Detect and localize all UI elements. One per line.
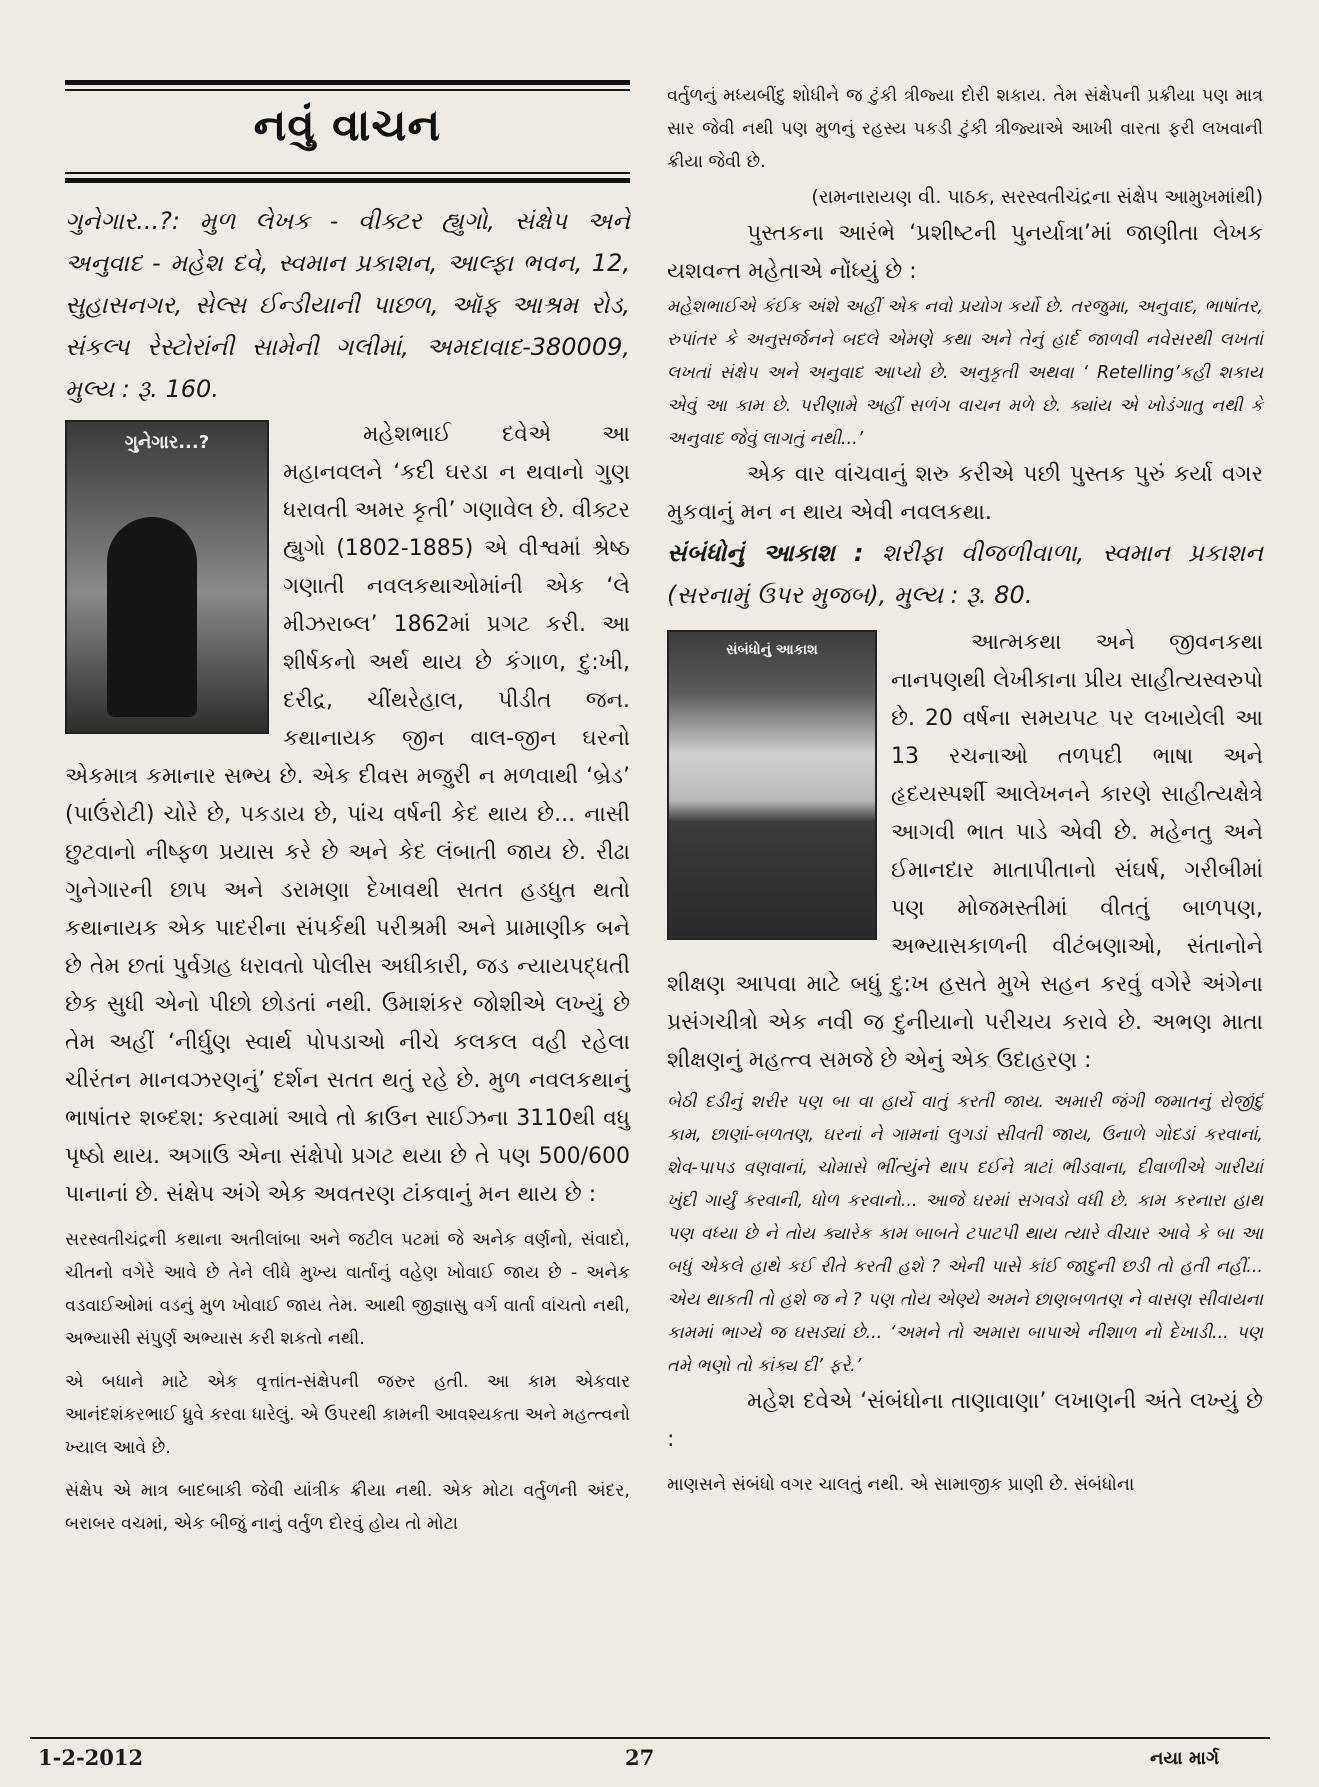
book-cover-title: ગુનેગાર...? [124, 432, 210, 453]
quote-paragraph: મહેશભાઈએ કંઈક અંશે અહીં એક નવો પ્રયોગ કર્યો છે. તરજુમા, અનુવાદ, ભાષાંતર, રુપાંતર કે અનુસર્જનને બદલે એમણે કથા અને તેનું હાર્દ જાળવી નવેસરથી લખતાં લખતાં સંક્ષેપ અને અનુવાદ આપ્યો છે. અનુકૃતી અથવા ‘ Retelling’કહી શકાય એવું આ કામ છે. પરીણામે અહીં સળંગ વાચન મળે છે. ક્યાંય એ ખોડંગાતુ નથી કે અનુવાદ જેવું લાગતું નથી...’ [667, 297, 1263, 449]
review-paragraph: એક વાર વાંચવાનું શરુ કરીએ પછી પુસ્તક પુરું કર્યા વગર મુકવાનું મન ન થાય એવી નવલકથા. [667, 462, 1263, 525]
magazine-name: નયા માર્ગ [1150, 1748, 1220, 1769]
left-column [65, 200, 630, 1541]
figure-silhouette [107, 517, 197, 717]
book-details: શરીફા વીજળીવાળા, સ્વમાન પ્રકાશન (સરનામું ઉપર મુજબ), મુલ્ય : રૂ. 80. [667, 539, 1264, 609]
review-paragraph: પુસ્તકના આરંભે ‘પ્રશીષ્ટની પુનર્યાત્રા’માં જાણીતા લેખક યશવન્ત મહેતાએ નોંધ્યું છે : [667, 221, 1263, 284]
header-rule [65, 80, 630, 85]
review-paragraph: મહેશ દવેએ ‘સંબંધોના તાણાવાણા’ લખાણની અંતે લખ્યું છે : [667, 1389, 1263, 1452]
quote-paragraph: સંક્ષેપ એ માત્ર બાદબાકી જેવી યાંત્રીક ક્રીયા નથી. એક મોટા વર્તુળની અંદર, બરાબર વચમાં, એક બીજું નાનું વર્તુળ દોરવું હોય તો મોટા [65, 1481, 630, 1534]
review-paragraph: આત્મકથા અને જીવનકથા નાનપણથી લેખીકાના પ્રીય સાહીત્યસ્વરુપો છે. 20 વર્ષના સમયપટ પર લખાયેલી આ 13 રચનાઓ તળપદી ભાષા અને હૃદયસ્પર્શી આલેખનને કારણે સાહીત્યક્ષેત્રે આગવી ભાત પાડે એવી છે. મહેનતુ અને ઈમાનદાર માતાપીતાનો સંઘર્ષ, ગરીબીમાં પણ મોજમસ્તીમાં વીતતું બાળપણ, અભ્યાસકાળની વીટંબણાઓ, સંતાનોને શીક્ષણ આપવા માટે બધું દુ:ખ હસતે મુખે સહન કરવું વગેરે અંગેના પ્રસંગચીત્રો એક નવી જ દુનીયાનો પરીચય કરાવે છે. અભણ માતા શીક્ષણનું મહત્ત્વ સમજે છે એનું એક ઉદાહરણ : [667, 630, 1263, 1073]
quote-paragraph: સરસ્વતીચંદ્રની કથાના અતીલાંબા અને જટીલ પટમાં જે અનેક વર્ણનો, સંવાદો, ચીતનો વગેરે આવે છે તેને લીધે મુખ્ય વાર્તાનું વહેણ ખોવાઈ જાય છે - અનેક વડવાઈઓમાં વડનું મુળ ખોવાઈ જાય તેમ. આથી જીજ્ઞાસુ વર્ગ વાર્તા વાંચતો નથી, અભ્યાસી સંપુર્ણ અભ્યાસ કરી શકતો નથી. [65, 1230, 630, 1349]
quote-citation: (રામનારાયણ વી. પાઠક, સરસ્વતીચંદ્રના સંક્ષેપ આમુખમાંથી) [811, 186, 1263, 208]
issue-date: 1-2-2012 [38, 1745, 144, 1770]
book-entry-heading: ગુનેગાર...?: મુળ લેખક - વીક્ટર હ્યુગો, સંક્ષેપ અને અનુવાદ - મહેશ દવે, સ્વમાન પ્રકાશન, આલ્ફા ભવન, 12, સુહાસનગર, સેલ્સ ઈન્ડીયાની પાછળ, ઑફ આશ્રમ રોડ, સંકલ્પ રેસ્ટોરાંની સામેની ગલીમાં, અમદાવાદ-380009, મુલ્ય : રૂ. 160. [65, 207, 630, 403]
header-rule [65, 89, 630, 91]
quote-paragraph: એ બધાને માટે એક વૃત્તાંત-સંક્ષેપની જરુર હતી. આ કામ એકવાર આનંદશંકરભાઈ ધ્રુવે કરવા ધારેલું. એ ઉપરથી કામની આવશ્યકતા અને મહત્ત્વનો ખ્યાલ આવે છે. [65, 1372, 630, 1458]
book-title: સંબંધોનું આકાશ : [667, 539, 864, 567]
book-cover-title: સંબંધોનું આકાશ [726, 642, 818, 658]
footer-rule [30, 1737, 1270, 1739]
quote-paragraph: બેઠી દડીનું શરીર પણ બા વા હાર્યે વાતું કરતી જાય. અમારી જંગી જમાતનું રોજીંદું કામ, છાણાં-બળતણ, ઘરનાં ને ગામનાં લુગડાં સીવતી જાય, ઉનાળે ગોદડાં કરવાનાં, શેવ-પાપડ વણવાનાં, ચોમાસે ભીંત્યુંને થાપ દઈને ત્રાટાં ભીડવાના, દીવાળીએ ગારીયાં ખુંદી ગાર્યું કરવાની, ધોળ કરવાનો... આજે ઘરમાં સગવડો વધી છે. કામ કરનારા હાથ પણ વધ્યા છે ને તોય ક્યારેક કામ બાબતે ટપાટપી થાય ત્યારે વીચાર આવે કે બા આ બધું એકલે હાથે કઈ રીતે કરતી હશે ? એની પાસે કાંઈ જાદુની છડી તો હતી નહીં... એય થાકતી તો હશે જ ને ? પણ તોય એણ્યે અમને છાણબળતણ ને વાસણ સીવાયના કામમાં ભાગ્યે જ ઘસડ્યાં છે... ‘અમને તો અમારા બાપાએ નીશાળ નો દેખાડી... પણ તમે ભણો તો કાંક્ય દી’ ફરે.’ [667, 1092, 1263, 1376]
header-rule [65, 178, 630, 183]
book-cover-image [667, 630, 877, 940]
right-column [667, 80, 1263, 1502]
quote-paragraph: વર્તુળનું મધ્યબીંદુ શોધીને જ ટુંકી ત્રીજ્યા દોરી શકાય. તેમ સંક્ષેપની પ્રક્રીયા પણ માત્ર સાર જેવી નથી પણ મુળનું રહસ્ય પકડી ટુંકી ત્રીજ્યાએ આખી વારતા ફરી લખવાની ક્રીયા જેવી છે. [667, 86, 1263, 172]
page-number: 27 [625, 1745, 655, 1770]
review-paragraph: મહેશભાઈ દવેએ આ મહાનવલને ‘કદી ઘરડા ન થવાનો ગુણ ધરાવતી અમર કૃતી’ ગણાવેલ છે. વીક્ટર હ્યુગો (1802-1885) એ વીશ્વમાં શ્રેષ્ઠ ગણાતી નવલકથાઓમાંની એક ‘લે મીઝરાબ્લ’ 1862માં પ્રગટ કરી. આ શીર્ષકનો અર્થ થાય છે કંગાળ, દુ:ખી, દરીદ્ર, ચીંથરેહાલ, પીડીત જન. કથાનાયક જીન વાલ-જીન ઘરનો એકમાત્ર કમાનાર સભ્ય છે. એક દીવસ મજુરી ન મળવાથી ‘બ્રેડ’ (પાઉંરોટી) ચોરે છે, પકડાય છે, પાંચ વર્ષની કેદ થાય છે... નાસી છુટવાનો નીષ્ફળ પ્રયાસ કરે છે અને કેદ લંબાતી જાય છે. રીઢા ગુનેગારની છાપ અને ડરામણા દેખાવથી સતત હડધુત થતો કથાનાયક એક પાદરીના સંપર્કથી પરીશ્રમી અને પ્રામાણીક બને છે તેમ છતાં પુર્વગ્રહ ધરાવતો પોલીસ અધીકારી, જડ ન્યાયપદ્ધતી છેક સુધી એનો પીછો છોડતાં નથી. ઉમાશંકર જોશીએ લખ્યું છે તેમ અહીં ‘નીર્ઘુણ સ્વાર્થ પોપડાઓ નીચે કલકલ વહી રહેલા ચીરંતન માનવઝરણનું’ દર્શન સતત થતું રહે છે. મુળ નવલકથાનું ભાષાંતર શબ્દશ: કરવામાં આવે તો ક્રાઉન સાઈઝના 3110થી વધુ પૃષ્ઠો થાય. અગાઉ એના સંક્ષેપો પ્રગટ થયા છે તે પણ 500/600 પાનાનાં છે. સંક્ષેપ અંગે એક અવતરણ ટાંકવાનું મન થાય છે : [65, 422, 630, 1207]
book-cover-image [65, 420, 269, 734]
book-entry-heading [667, 532, 1263, 616]
section-title: નવું વાચન [253, 100, 442, 151]
quote-paragraph: માણસને સંબંધો વગર ચાલતું નથી. એ સામાજીક પ્રાણી છે. સંબંધોના [667, 1475, 1135, 1495]
header-rule [65, 172, 630, 174]
